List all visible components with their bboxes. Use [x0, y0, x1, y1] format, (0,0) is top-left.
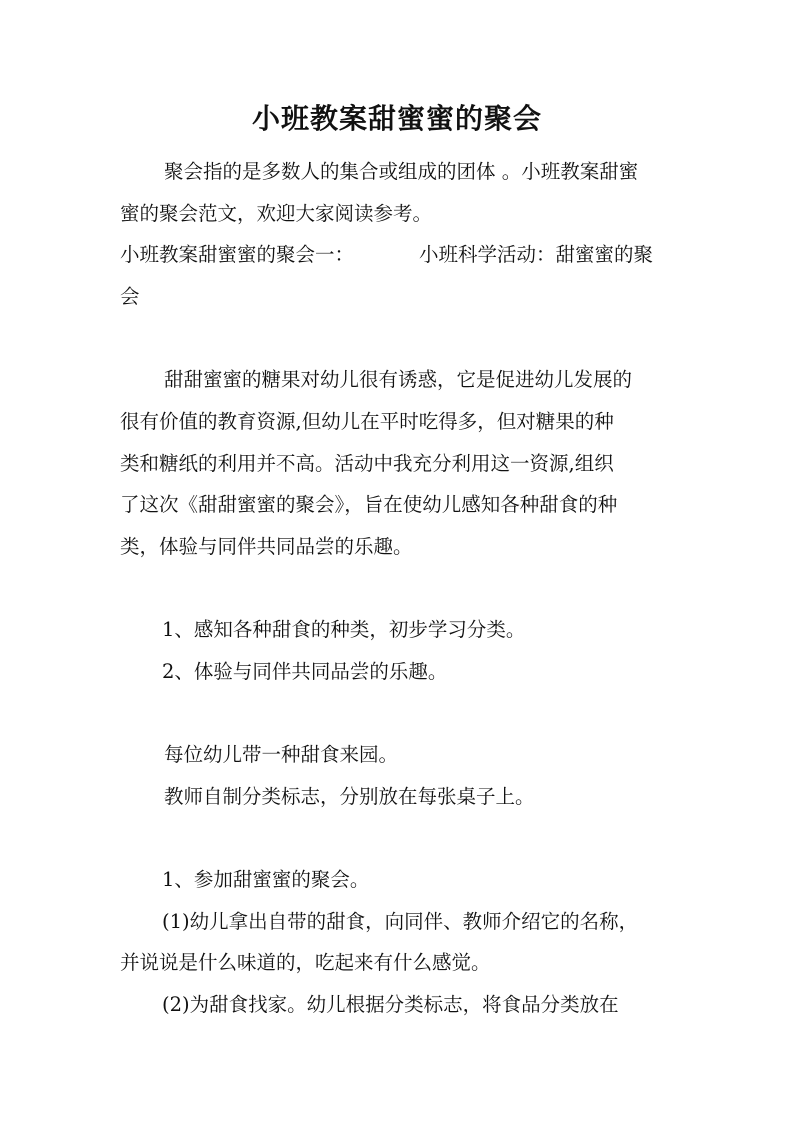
background-line-5: 类，体验与同伴共同品尝的乐趣。 [120, 535, 413, 558]
intro-line-1: 聚会指的是多数人的集合或组成的团体 。小班教案甜蜜 [164, 160, 639, 183]
preparation-item-2: 教师自制分类标志，分别放在每张桌子上。 [164, 785, 535, 808]
preparation-item-1: 每位幼儿带一种甜食来园。 [164, 743, 399, 766]
process-sub1-line-2: 并说说是什么味道的，吃起来有什么感觉。 [120, 951, 491, 974]
goal-item-1: 1、感知各种甜食的种类，初步学习分类。 [162, 618, 526, 641]
heading-left: 小班教案甜蜜蜜的聚会一： [120, 243, 355, 266]
process-sub2-line-1: (2)为甜食找家。幼儿根据分类标志，将食品分类放在 [162, 993, 619, 1016]
intro-line-2: 蜜的聚会范文，欢迎大家阅读参考。 [120, 202, 433, 225]
heading-right: 小班科学活动：甜蜜蜜的聚 [419, 243, 654, 266]
goal-item-2: 2、体验与同伴共同品尝的乐趣。 [162, 660, 448, 683]
background-line-3: 类和糖纸的利用并不高。活动中我充分利用这一资源,组织 [120, 452, 614, 475]
background-line-1: 甜甜蜜蜜的糖果对幼儿很有诱惑，它是促进幼儿发展的 [164, 368, 633, 391]
heading-wrap: 会 [120, 285, 140, 308]
background-line-2: 很有价值的教育资源,但幼儿在平时吃得多，但对糖果的种 [120, 410, 614, 433]
background-line-4: 了这次《甜甜蜜蜜的聚会》，旨在使幼儿感知各种甜食的种 [120, 493, 618, 516]
process-sub1-line-1: (1)幼儿拿出自带的甜食，向同伴、教师介绍它的名称， [162, 910, 639, 933]
document-title: 小班教案甜蜜蜜的聚会 [251, 102, 542, 135]
process-step-1: 1、参加甜蜜蜜的聚会。 [162, 868, 370, 891]
